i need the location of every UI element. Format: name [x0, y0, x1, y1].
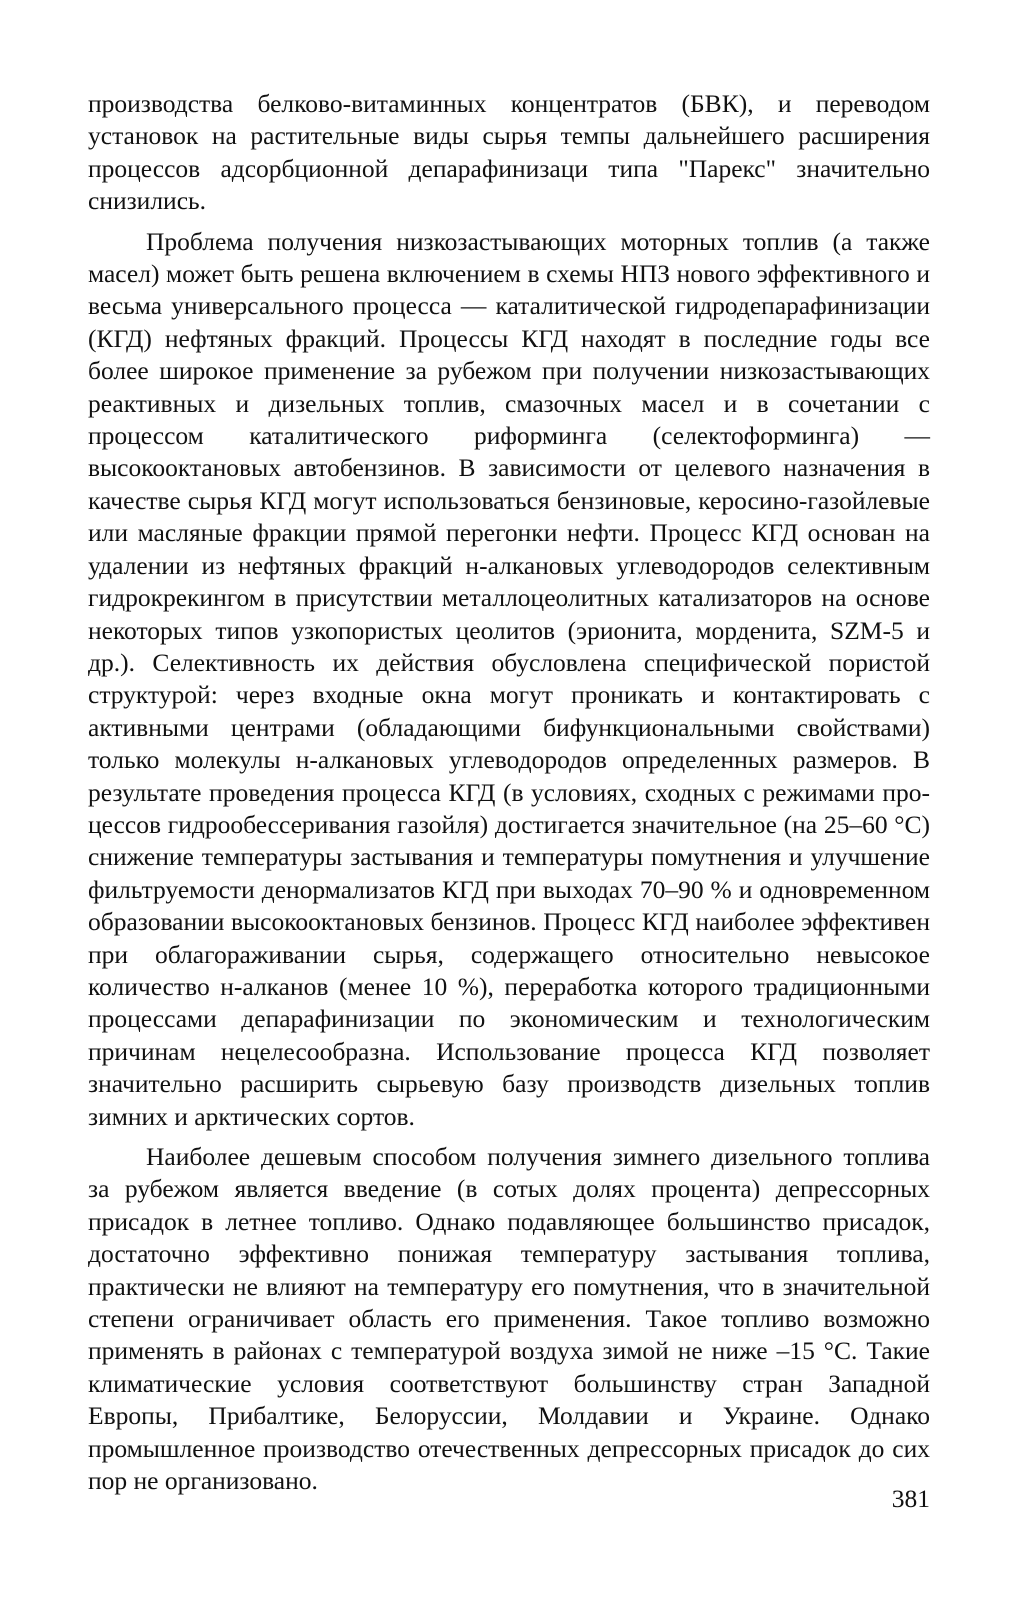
paragraph-3: Наиболее дешевым способом получения зимнего дизельного топлива за рубежом является введение (в сотых долях процента) депрессорных присадок в летнее топливо. Однако подавляющее большинство присадок, достаточно эффективно понижая температуру застывания топлива, практически не влияют на температуру его помутнения, что в значительной степени ограничивает область его применения. Такое топливо возможно применять в районах с температурой воздуха зимой не ниже –15 °С. Такие климатические условия соответствуют большинству стран Западной Европы, Прибалтике, Белоруссии, Молдавии и Украине. Однако промышленное производство отечественных депрессорных присадок до сих пор не организовано.: [88, 1142, 930, 1496]
body-text: [88, 88, 930, 1505]
paragraph-2: Проблема получения низкозастывающих моторных топлив (а также масел) может быть решена включением в схемы НПЗ нового эффективного и весьма универсального процесса — каталитической гидродепарафинизации (КГД) нефтяных фракций. Процессы КГД находят в последние годы все более широкое применение за рубежом при получении низкозастывающих реактивных и дизельных топлив, смазочных масел и в сочетании с процессом каталитического риформинга (селектоформинга) — высокооктановых автобензинов. В зависимости от целевого назначения в качестве сырья КГД могут использоваться бензиновые, керосино-газойлевые или масляные фракции прямой перегонки нефти. Процесс КГД основан на удалении из нефтяных фракций н-алкановых углеводородов селективным гидрокрекингом в присутствии металлоцеолитных катализаторов на основе некоторых типов узкопористых цеолитов (эрионита, морденита, SZM-5 и др.). Селективность их действия обусловлена специфической пористой структурой: через входные окна могут проникать и контактировать с активными центрами (обладающими бифункциональными свойствами) только молекулы н-алкановых углеводородов определенных размеров. В результате проведения процесса КГД (в условиях, сходных с режимами процессов гидрообессеривания газойля) достигается значительное (на 25–60 °С) снижение температуры застывания и температуры помутнения и улучшение фильтруемости денормализатов КГД при выходах 70–90 % и одновременном образовании высокооктановых бензинов. Процесс КГД наиболее эффективен при облагораживании сырья, содержащего относительно невысокое количество н-алканов (менее 10 %), переработка которого традиционными процессами депарафинизации по экономическим и технологическим причинам нецелесообразна. Использование процесса КГД позволяет значительно расширить сырьевую базу производств дизельных топлив зимних и арктических сортов.: [88, 226, 930, 1131]
page-number: 381: [891, 1484, 930, 1513]
paragraph-1: производства белково-витаминных концентратов (БВК), и переводом установок на растительные виды сырья темпы дальнейшего расширения процессов адсорбционной депарафинизаци типа "Парекс" значительно снизились.: [88, 89, 930, 216]
